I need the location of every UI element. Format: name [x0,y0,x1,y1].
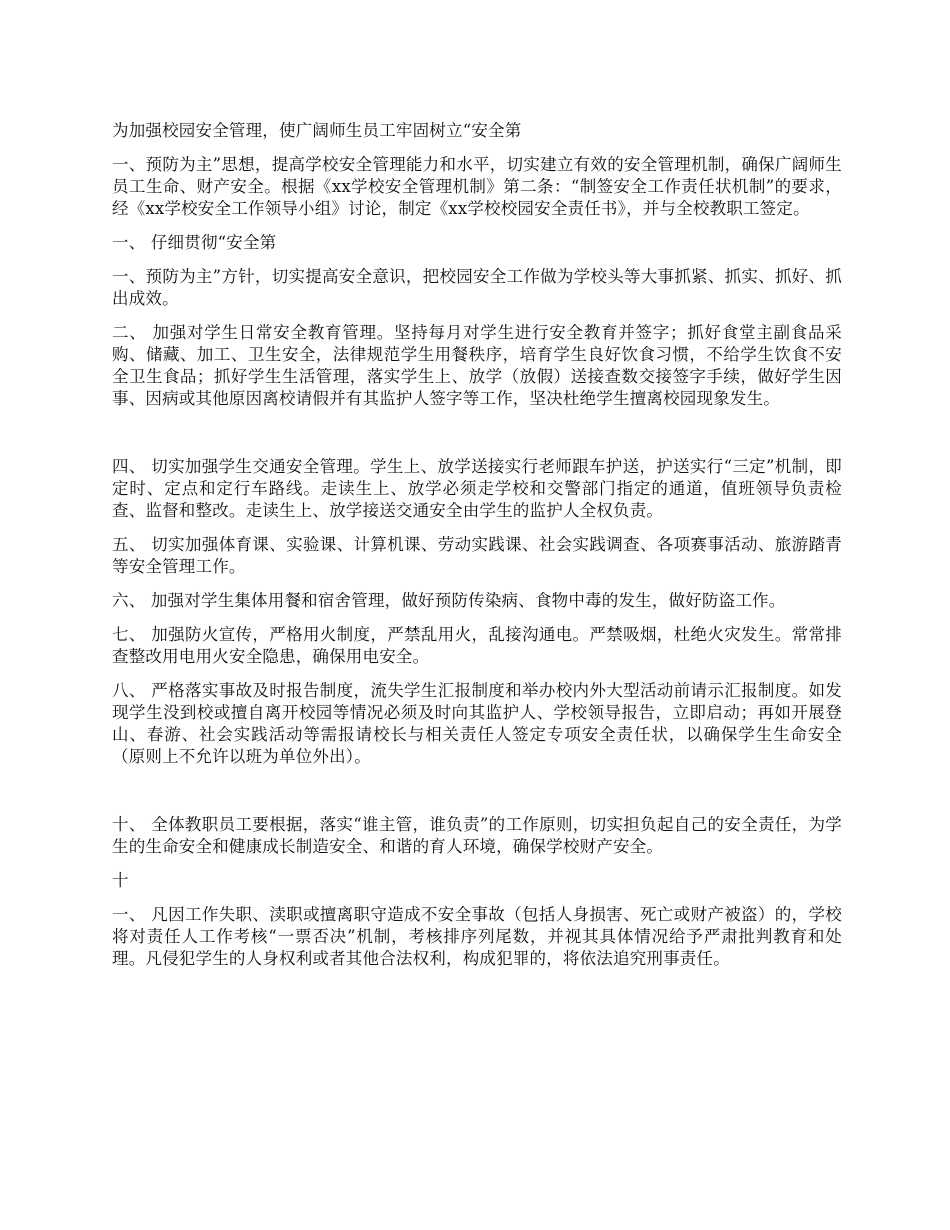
paragraph-item-11-heading: 十 [112,871,129,890]
paragraph-purpose: 一、预防为主”思想，提高学校安全管理能力和水平，切实建立有效的安全管理机制，确保广阔师生员工生命、财产安全。根据《xx学校安全管理机制》第二条：“制签安全工作责任状机制”的要求，经《xx学校安全工作领导小组》讨论，制定《xx学校校园安全责任书》，并与全校教职工签定。 [112,155,842,218]
paragraph-item-2: 二、 加强对学生日常安全教育管理。坚持每月对学生进行安全教育并签字；抓好食堂主副食品采购、储藏、加工、卫生安全，法律规范学生用餐秩序，培育学生良好饮食习惯，不给学生饮食不安全卫生食品；抓好学生生活管理，落实学生上、放学（放假）送接查数交接签字手续，做好学生因事、因病或其他原因离校请假并有其监护人签字等工作，坚决杜绝学生擅离校园现象发生。 [112,323,842,408]
blank-gap [112,422,842,456]
paragraph-item-5: 五、 切实加强体育课、实验课、计算机课、劳动实践课、社会实践调查、各项赛事活动、旅游踏青等安全管理工作。 [112,535,842,576]
paragraph-item-11-body: 一、 凡因工作失职、渎职或擅离职守造成不安全事故（包括人身损害、死亡或财产被盗）的，学校将对责任人工作考核“一票否决”机制，考核排序列尾数，并视其具体情况给予严肃批判教育和处理。凡侵犯学生的人身权利或者其他合法权利，构成犯罪的，将依法追究刑事责任。 [112,905,842,968]
paragraph-item-8: 八、 严格落实事故及时报告制度，流失学生汇报制度和举办校内外大型活动前请示汇报制度。如发现学生没到校或擅自离开校园等情况必须及时向其监护人、学校领导报告，立即启动；再如开展登山、春游、社会实践活动等需报请校长与相关责任人签定专项安全责任状，以确保学生生命安全（原则上不允许以班为单位外出）。 [112,681,842,766]
paragraph-item-1-heading: 一、 仔细贯彻“安全第 [112,233,277,252]
paragraph-item-4: 四、 切实加强学生交通安全管理。学生上、放学送接实行老师跟车护送，护送实行“三定”机制，即定时、定点和定行车路线。走读生上、放学必须走学校和交警部门指定的通道，值班领导负责检查、监督和整改。走读生上、放学接送交通安全由学生的监护人全权负责。 [112,457,842,520]
paragraph-item-10: 十、 全体教职员工要根据，落实“谁主管，谁负责”的工作原则，切实担负起自己的安全责任，为学生的生命安全和健康成长制造安全、和谐的育人环境，确保学校财产安全。 [112,815,842,856]
document-body [112,120,842,982]
paragraph-item-6: 六、 加强对学生集体用餐和宿舍管理，做好预防传染病、食物中毒的发生，做好防盗工作。 [112,591,786,610]
paragraph-item-1-body: 一、预防为主”方针，切实提高安全意识，把校园安全工作做为学校头等大事抓紧、抓实、抓好、抓出成效。 [112,267,842,308]
paragraph-intro: 为加强校园安全管理，使广阔师生员工牢固树立“安全第 [112,121,522,140]
paragraph-item-7: 七、 加强防火宣传，严格用火制度，严禁乱用火，乱接沟通电。严禁吸烟，杜绝火灾发生。常常排查整改用电用火安全隐患，确保用电安全。 [112,625,842,666]
blank-gap [112,780,842,814]
